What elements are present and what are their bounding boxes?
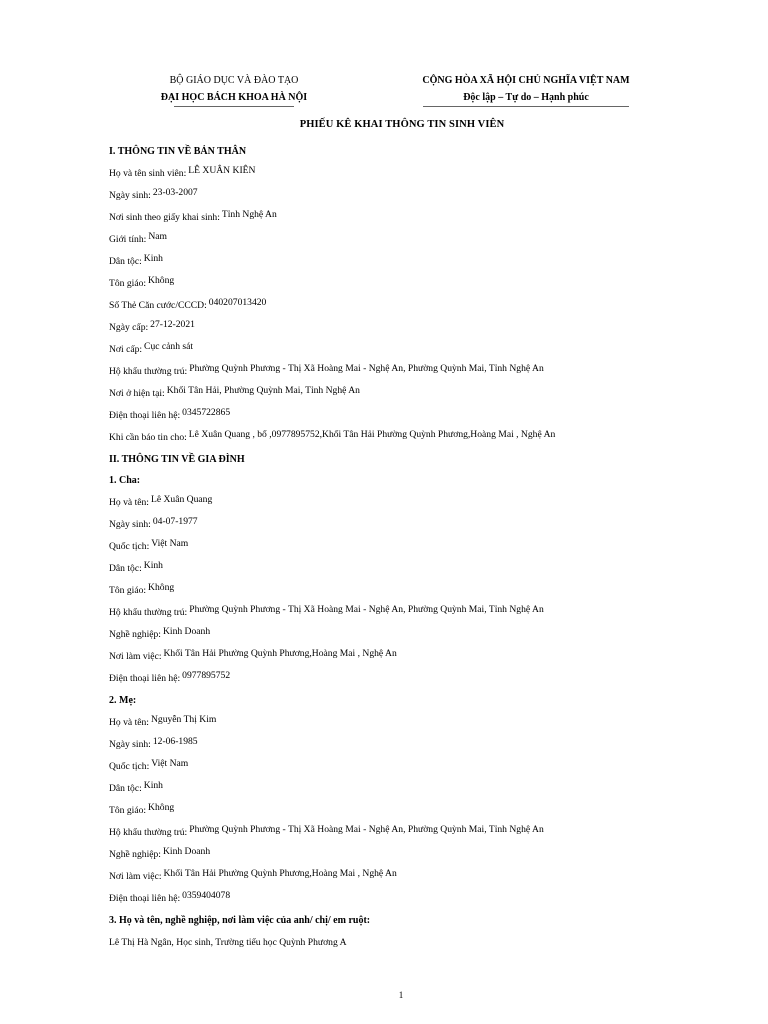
field-value: 12-06-1985 xyxy=(152,736,198,747)
field-value: Không xyxy=(148,275,175,286)
field-label: Khi cần báo tin cho: xyxy=(109,432,187,443)
field-label: Ngày sinh: xyxy=(109,519,151,530)
field-row xyxy=(109,321,709,334)
field-value: Không xyxy=(148,582,175,593)
field-label: Quốc tịch: xyxy=(109,761,150,772)
field-value: LÊ XUÂN KIÊN xyxy=(188,165,256,176)
field-row xyxy=(109,189,709,202)
section-family-heading: II. THÔNG TIN VỀ GIA ĐÌNH xyxy=(109,454,245,465)
field-label: Tôn giáo: xyxy=(109,278,147,289)
field-label: Ngày cấp: xyxy=(109,322,149,333)
field-row xyxy=(109,716,709,729)
field-row xyxy=(109,431,709,444)
field-value: 27-12-2021 xyxy=(150,319,195,330)
field-row xyxy=(109,848,709,861)
field-row xyxy=(109,233,709,246)
field-label: Quốc tịch: xyxy=(109,541,150,552)
field-value: Việt Nam xyxy=(151,538,189,549)
form-body xyxy=(109,145,709,949)
field-row xyxy=(109,299,709,312)
field-label: Nghề nghiệp: xyxy=(109,849,161,860)
field-value: 23-03-2007 xyxy=(152,187,198,198)
father-heading: 1. Cha: xyxy=(109,475,141,486)
field-row xyxy=(109,277,709,290)
field-label: Điện thoại liên hệ: xyxy=(109,893,181,904)
field-row xyxy=(109,409,709,422)
field-label: Dân tộc: xyxy=(109,256,142,267)
ministry-header xyxy=(140,74,328,107)
field-row xyxy=(109,738,709,751)
field-value: 04-07-1977 xyxy=(152,516,198,527)
field-label: Dân tộc: xyxy=(109,563,142,574)
field-row xyxy=(109,496,709,509)
field-label: Nơi sinh theo giấy khai sinh: xyxy=(109,212,220,223)
field-row xyxy=(109,760,709,773)
field-label: Ngày sinh: xyxy=(109,739,151,750)
national-header xyxy=(420,74,632,107)
field-label: Ngày sinh: xyxy=(109,190,151,201)
field-value: Tỉnh Nghệ An xyxy=(221,209,277,220)
mother-heading: 2. Mẹ: xyxy=(109,695,137,706)
field-row xyxy=(109,672,709,685)
field-value: Phường Quỳnh Phương - Thị Xã Hoàng Mai - Nghệ An, Phường Quỳnh Mai, Tỉnh Nghệ An xyxy=(189,363,544,374)
field-value: Phường Quỳnh Phương - Thị Xã Hoàng Mai - Nghệ An, Phường Quỳnh Mai, Tỉnh Nghệ An xyxy=(189,824,544,835)
field-label: Hộ khẩu thường trú: xyxy=(109,366,188,377)
section-personal-heading: I. THÔNG TIN VỀ BẢN THÂN xyxy=(109,146,247,157)
field-value: Khối Tân Hải, Phường Quỳnh Mai, Tỉnh Nghệ An xyxy=(166,385,360,396)
country-name: CỘNG HÒA XÃ HỘI CHỦ NGHĨA VIỆT NAM xyxy=(422,75,630,86)
field-value: Kinh xyxy=(143,253,163,264)
field-row xyxy=(109,365,709,378)
university-name: ĐẠI HỌC BÁCH KHOA HÀ NỘI xyxy=(160,92,308,103)
field-label: Họ và tên: xyxy=(109,497,149,508)
document-title: PHIẾU KÊ KHAI THÔNG TIN SINH VIÊN xyxy=(299,119,505,130)
field-row xyxy=(109,211,709,224)
field-label: Nghề nghiệp: xyxy=(109,629,161,640)
field-row xyxy=(109,826,709,839)
father-fields xyxy=(109,496,709,685)
field-label: Điện thoại liên hệ: xyxy=(109,673,181,684)
field-row xyxy=(109,870,709,883)
field-value: Nguyễn Thị Kim xyxy=(150,714,217,725)
field-value: Kinh xyxy=(143,780,163,791)
field-value: Cục cảnh sát xyxy=(144,341,194,352)
siblings-text: Lê Thị Hà Ngân, Học sinh, Trường tiểu học Quỳnh Phương A xyxy=(109,937,347,948)
field-value: Kinh xyxy=(143,560,163,571)
field-row xyxy=(109,892,709,905)
field-value: 0359404078 xyxy=(182,890,231,901)
field-row xyxy=(109,562,709,575)
field-row xyxy=(109,518,709,531)
field-value: 040207013420 xyxy=(208,297,267,308)
field-row xyxy=(109,255,709,268)
siblings-heading: 3. Họ và tên, nghề nghiệp, nơi làm việc của anh/ chị/ em ruột: xyxy=(109,915,371,926)
field-value: 0345722865 xyxy=(182,407,231,418)
field-row xyxy=(109,782,709,795)
field-label: Hộ khẩu thường trú: xyxy=(109,607,188,618)
field-row xyxy=(109,343,709,356)
field-label: Tôn giáo: xyxy=(109,585,147,596)
field-label: Số Thẻ Căn cước/CCCD: xyxy=(109,300,207,311)
field-label: Họ và tên sinh viên: xyxy=(109,168,187,179)
field-row xyxy=(109,804,709,817)
field-value: Lê Xuân Quang , bố ,0977895752,Khối Tân Hải Phường Quỳnh Phương,Hoàng Mai , Nghệ An xyxy=(188,429,556,440)
field-label: Điện thoại liên hệ: xyxy=(109,410,181,421)
field-row xyxy=(109,540,709,553)
field-value: 0977895752 xyxy=(182,670,231,681)
field-label: Tôn giáo: xyxy=(109,805,147,816)
field-row xyxy=(109,584,709,597)
field-row xyxy=(109,628,709,641)
field-value: Phường Quỳnh Phương - Thị Xã Hoàng Mai - Nghệ An, Phường Quỳnh Mai, Tỉnh Nghệ An xyxy=(189,604,544,615)
field-label: Nơi cấp: xyxy=(109,344,143,355)
field-label: Nơi ở hiện tại: xyxy=(109,388,165,399)
national-motto: Độc lập – Tự do – Hạnh phúc xyxy=(463,92,589,103)
field-row xyxy=(109,387,709,400)
field-value: Lê Xuân Quang xyxy=(150,494,213,505)
field-value: Việt Nam xyxy=(151,758,189,769)
field-label: Dân tộc: xyxy=(109,783,142,794)
page-number: 1 xyxy=(398,990,404,1000)
field-row xyxy=(109,167,709,180)
mother-fields xyxy=(109,716,709,905)
field-label: Giới tính: xyxy=(109,234,147,245)
field-label: Nơi làm việc: xyxy=(109,871,162,882)
field-value: Khối Tân Hải Phường Quỳnh Phương,Hoàng Mai , Nghệ An xyxy=(163,868,397,879)
field-value: Kinh Doanh xyxy=(162,846,211,857)
field-label: Hộ khẩu thường trú: xyxy=(109,827,188,838)
header-underline xyxy=(174,106,294,107)
field-row xyxy=(109,650,709,663)
motto-underline xyxy=(423,106,629,107)
personal-fields xyxy=(109,167,709,444)
field-label: Họ và tên: xyxy=(109,717,149,728)
field-value: Kinh Doanh xyxy=(162,626,211,637)
field-value: Khối Tân Hải Phường Quỳnh Phương,Hoàng Mai , Nghệ An xyxy=(163,648,397,659)
ministry-name: BỘ GIÁO DỤC VÀ ĐÀO TẠO xyxy=(169,75,299,86)
field-row xyxy=(109,606,709,619)
field-value: Nam xyxy=(148,231,167,242)
field-value: Không xyxy=(148,802,175,813)
field-label: Nơi làm việc: xyxy=(109,651,162,662)
